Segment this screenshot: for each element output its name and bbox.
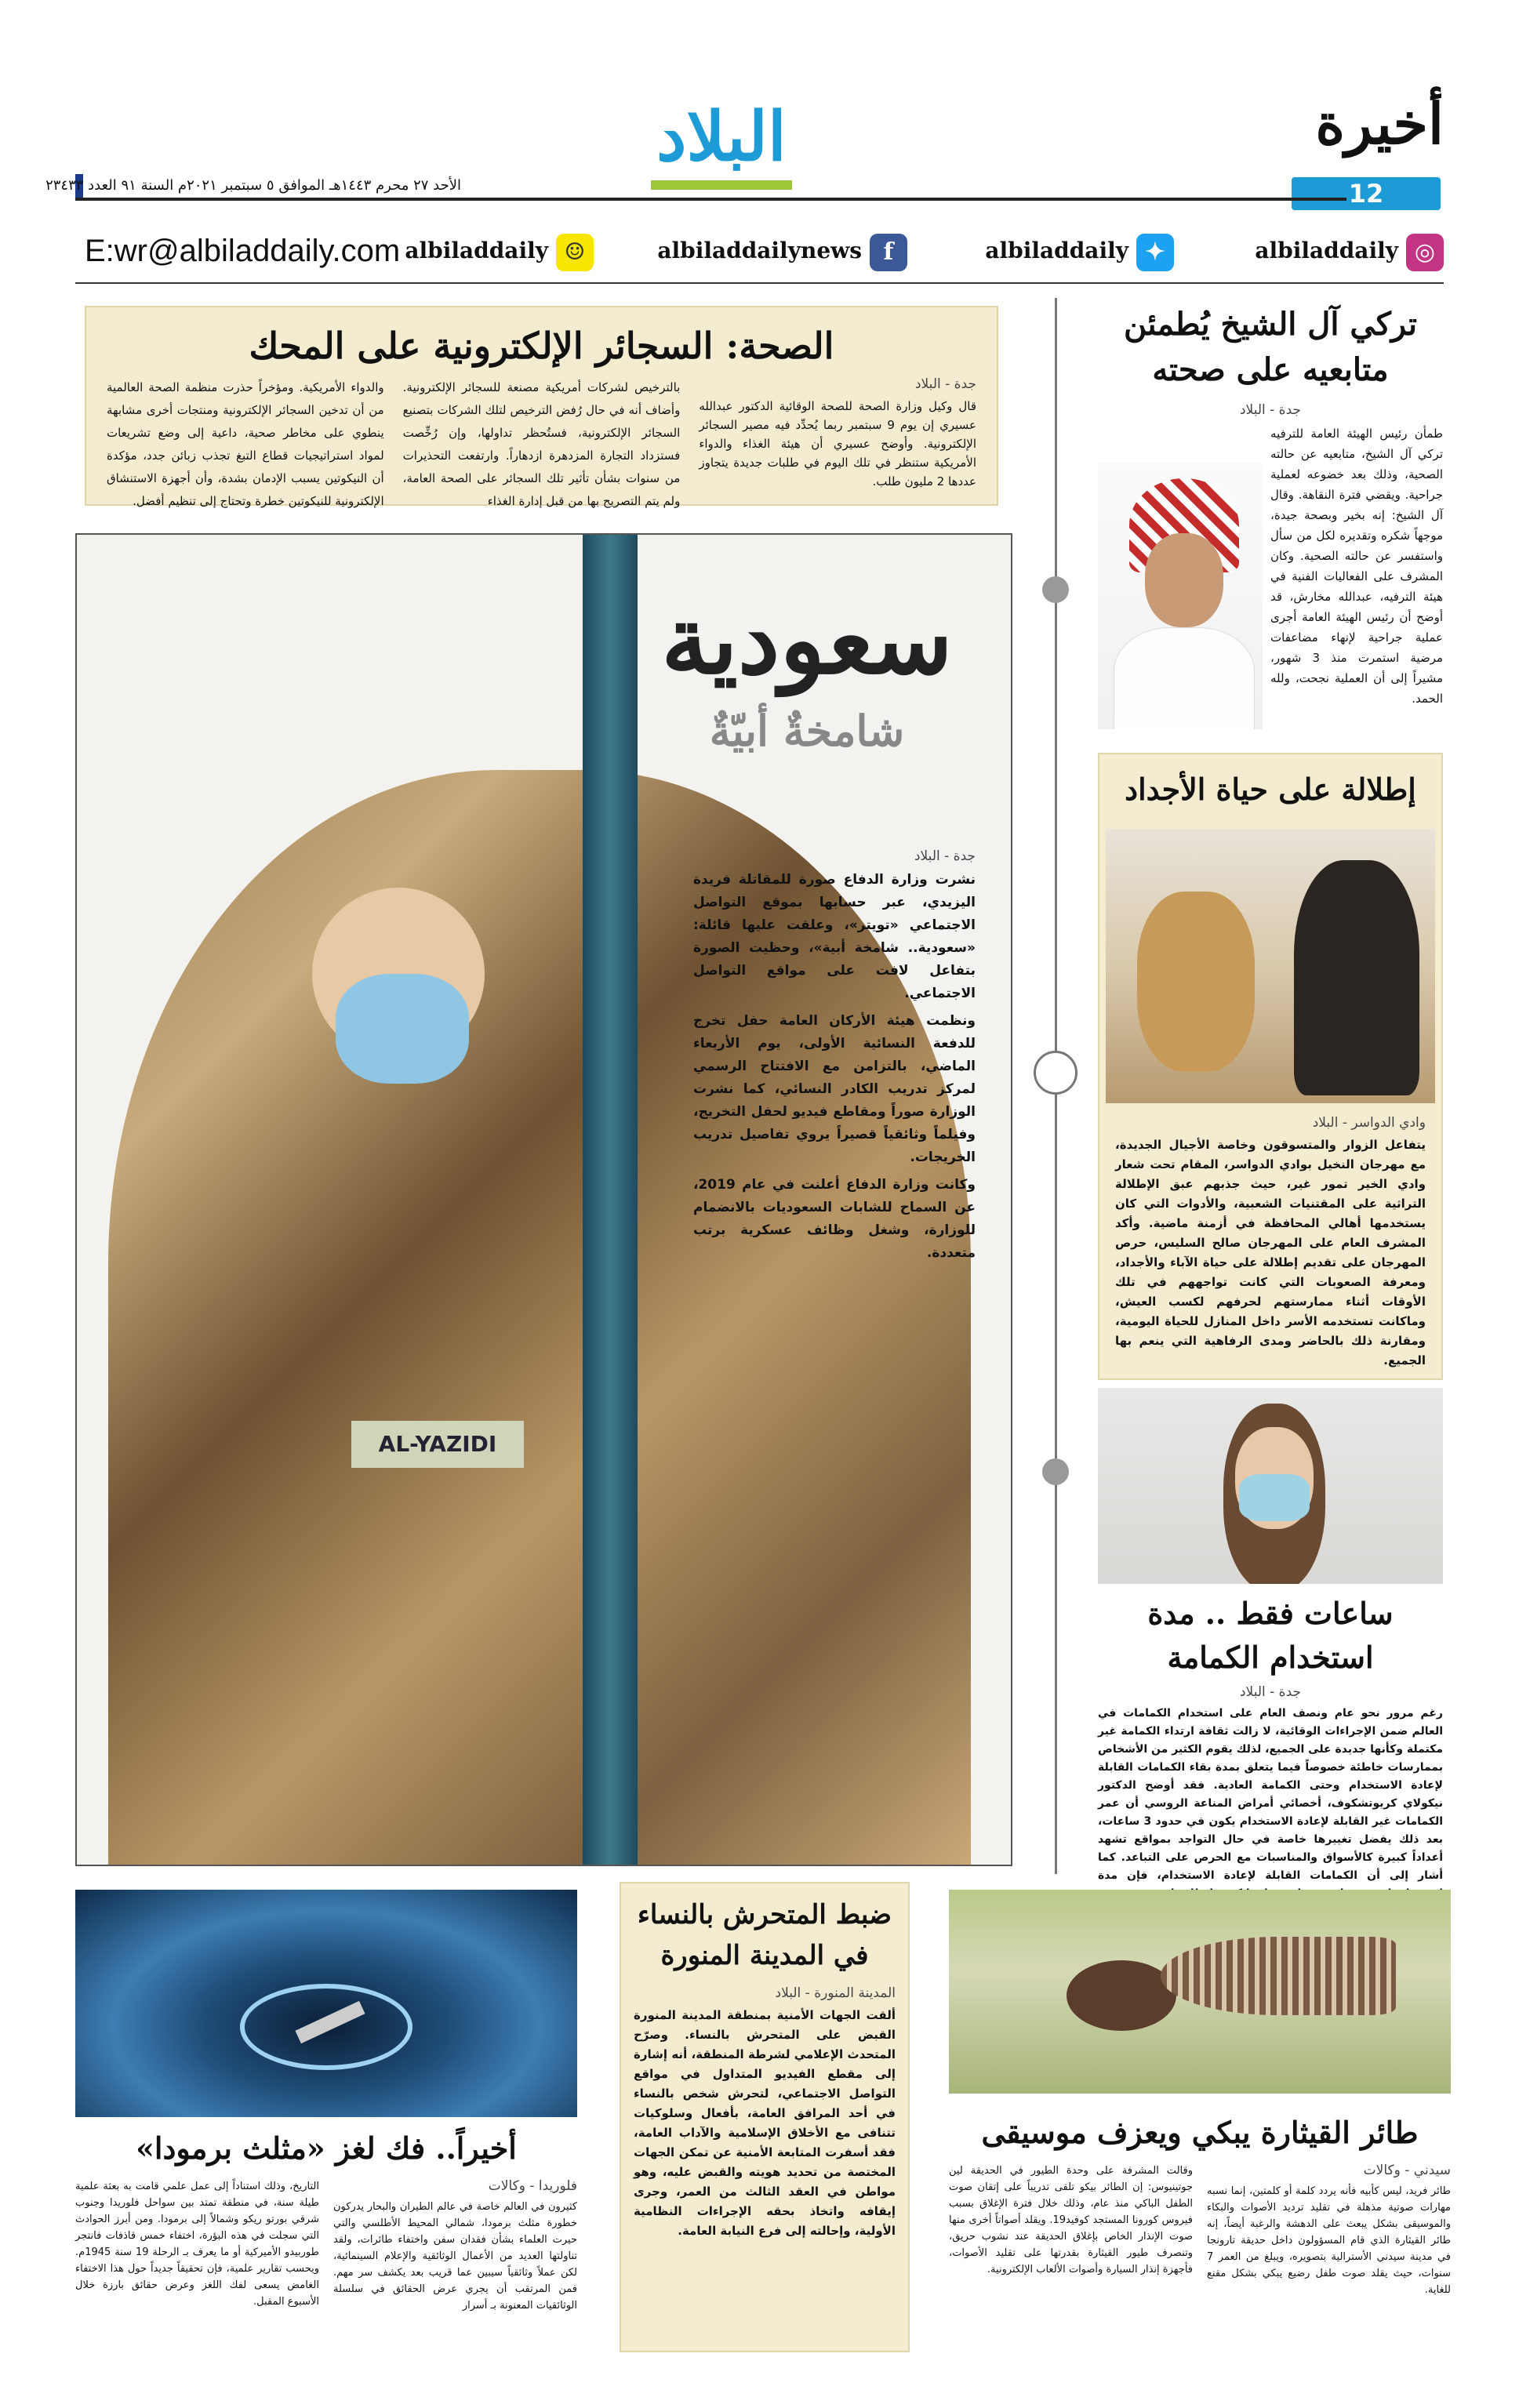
instagram-icon: ◎	[1406, 234, 1444, 271]
turki-face	[1145, 533, 1223, 627]
social-instagram[interactable]	[1255, 229, 1444, 273]
turki-headline: تركي آل الشيخ يُطمئن متابعيه على صحته	[1123, 306, 1417, 388]
bird-tail	[1161, 1937, 1396, 2015]
harasser-body: ألقت الجهات الأمنية بمنطقة المدينة المنورة القبض على المتحرش بالنساء. وصرّح المتحدث الإعلامي لشرطة المنطقة، أنه إشارة إلى مقطع الفيديو المتداول في مواقع التواصل الاجتماعي، لتحرش شخص بالنساء في أحد المرافق العامة، بأفعال وسلوكيات تتنافى مع الأخلاق الإسلامية والآداب العامة، فقد أسفرت المتابعة الأمنية عن تمكن الجهات المختصة من تحديد هويته والقبض عليه، وهو مواطن في العقد الثالث من العمر، وجرى إيقافه واتخاذ بحقه الإجراءات النظامية الأولية، وإحالته إلى فرع النيابة العامة.	[634, 2008, 896, 2238]
main-headline: سعودية	[661, 585, 953, 696]
harasser-story[interactable]	[620, 1882, 910, 2352]
snapchat-handle: albiladdaily	[405, 238, 548, 263]
twitter-handle: albiladdaily	[985, 238, 1128, 263]
bird-story[interactable]	[949, 2109, 1451, 2298]
bermuda-story[interactable]	[75, 2125, 577, 2314]
clay-pot	[1137, 892, 1255, 1072]
heritage-body: يتفاعل الزوار والمتسوقون وخاصة الأجيال الجديدة، مع مهرجان النخيل بوادي الدواسر، المقام تحت شعار وادي الخير تمور غير، حيث جذبهم عبق الإطلالة التراثية على المقتنيات الشعبية، والأدوات التي كان يستخدمها أهالي المحافظة في أزمنة ماضية. وأكد المشرف العام على المهرجان صالح السليس، حرص المهرجان على تقديم إطلالة على حياة الآباء والأجداد، ومعرفة الصعوبات التي كانت تواجههم في تلك الأوقات أثناء ممارستهم لحرفهم لكسب العيش، وماكانت تستخدمه الأسر داخل المنازل للحياة اليومية، ومقارنة ذلك بالحاضر ومدى الرفاهية التي ينعم بها الجميع.	[1115, 1138, 1426, 1367]
main-paragraph: وكانت وزارة الدفاع أعلنت في عام 2019، عن السماح للشابات السعوديات بالانضمام للوزارة، وشغل وظائف عسكرية برتب متعددة.	[693, 1177, 976, 1261]
bermuda-headline: أخيراً.. فك لغز «مثلث برمودا»	[136, 2130, 517, 2166]
harasser-byline: المدينة المنورة - البلاد	[775, 1985, 896, 2001]
social-facebook[interactable]	[657, 229, 907, 273]
bird-byline: سيدني - وكالات	[1363, 2163, 1451, 2178]
rifle	[583, 535, 638, 1866]
health-col-1: قال وكيل وزارة الصحة للصحة الوقائية الدكتور عبدالله عسيري إن يوم 9 سبتمبر ربما يُحدِّد فيه مصير السجائر الإلكترونية. وأوضح عسيري أن هيئة الغذاء والدواء الأمريكية ستنظر في تلك اليوم في طلبات جديدة يتجاوز عددها 2 مليون طلب.	[699, 399, 976, 489]
health-byline: جدة - البلاد	[914, 376, 976, 392]
social-twitter[interactable]	[985, 229, 1174, 273]
name-tag: AL-YAZIDI	[351, 1421, 524, 1468]
bird-col-1: طائر فريد، ليس كأبيه فأنه يردد كلمة أو كلمتين، إنما نسبه مهارات صوتية مذهلة في تقليد ترديد الأصوات والبكاء والموسيقى بشكل يبعث على الدهشة والرغبة أيضاً، إنه طائر القيثارة الذي قام المسؤولون داخل حديقة تارونجا في مدينة سيدني الأسترالية بتصويره، ويبلغ من العمر 7 سنوات، حيث يقلد صوت طفل رضيع يبكي بشكل مقنع للغاية.	[1207, 2185, 1451, 2296]
page-number: 12	[1292, 177, 1441, 210]
heritage-headline: إطلالة على حياة الأجداد	[1125, 772, 1416, 807]
mask-story[interactable]	[1098, 1592, 1443, 1903]
main-paragraph: ونظمت هيئة الأركان العامة حفل تخرج للدفعة النسائية الأولى، يوم الأربعاء الماضي، بالتزامن مع الافتتاح الرسمي لمركز تدريب الكادر النسائي، كما نشرت الوزارة صوراً ومقاطع فيديو لحفل التخريج، وفيلماً وثائقياً قصيراً يروي تفاصيل تدريب الخريجات.	[693, 1013, 976, 1165]
mask-headline: ساعات فقط .. مدة استخدام الكمامة	[1147, 1596, 1394, 1675]
header-rule	[75, 282, 1444, 284]
divider-ring	[1034, 1051, 1077, 1095]
health-col-2: بالترخيص لشركات أمريكية مصنعة للسجائر الإلكترونية. وأضاف أنه في حال رُفض الترخيص لتلك الشركات بتصنيع السجائر الإلكترونية، فستُحظر تداولها، وإن رُخِّصت فستزداد التجارة المزدهرة ازدهاراً. وارتفعت التحذيرات من سنوات بشأن تأثير تلك السجائر على الصحة العامة، ولم يتم التصريح بها من قبل إدارة الغذاء	[402, 380, 681, 508]
instagram-handle: albiladdaily	[1255, 238, 1398, 263]
health-headline: الصحة: السجائر الإلكترونية على المحك	[249, 325, 834, 367]
heritage-story[interactable]	[1098, 753, 1443, 1380]
divider-dot	[1042, 1458, 1069, 1485]
turki-story[interactable]	[1098, 302, 1443, 423]
header-divider	[75, 198, 1346, 201]
mask-body: رغم مرور نحو عام ونصف العام على استخدام الكمامات في العالم ضمن الإجراءات الوقائية، لا زالت ثقافة ارتداء الكمامة غير مكتملة وكأنها جديدة على الجميع، لذلك يقوم الكثير من الأشخاص بممارسات خاطئة خصوصاً فيما يتعلق بمدة بقاء الكمامات القابلة لإعادة الاستخدام وحتى الكمامة العادية. فقد أوضح الدكتور نيكولاي كريوتشكوف، أخصائي أمراض المناعة الروسي أن عمر الكمامات غير القابلة لإعادة الاستخدام يكون في حدود 3 ساعات، بعد ذلك يفضل تغييرها خاصة في حال التواجد بمواقع تشهد أعداداً كبيرة كالأسواق والمناسبات مع الحرص على التباعد. كما أشار إلى أن الكمامات القابلة لإعادة الاستخدام، فإن مدة	[1098, 1707, 1443, 1882]
facebook-icon: f	[870, 234, 907, 271]
snapchat-icon: ☺	[556, 234, 594, 271]
turki-photo[interactable]	[1098, 463, 1263, 729]
bermuda-photo[interactable]	[75, 1890, 577, 2117]
bermuda-col-1: كثيرون في العالم خاصة في عالم الطيران والبحار يدركون خطورة مثلث برمودا، شمالي المحيط الأطلسي والتي حيرت العلماء بشأن فقدان سفن واختفاء طائرات، ولقد تناولتها العديد من الأعمال الوثائقية والإعلام السينمائية، لكن عملاً وثائقياً سيبين عما قريب بعد يكشف سر مهم. فمن المرتقب أن يجري عرض الحقائق في سلسلة الوثائقيات المعنونة بـ أسرار	[333, 2201, 577, 2312]
heritage-byline: وادي الدواسر - البلاد	[1312, 1115, 1426, 1131]
section-title: أخيرة	[1315, 90, 1444, 157]
bird-col-2: وقالت المشرفة على وحدة الطيور في الحديقة لين جوتينيوس: إن الطائر بيكو تلقى تدريباً على إتقان صوت الطفل الباكي منذ عام، وذلك خلال فترة الإغلاق بسبب فيروس كورونا المستجد كوفيد19. ويقلد أصواتاً أخرى منها صوت الإنذار الخاص بإغلاق الحديقة عند نشوب حريق، وتنصرف طيور القيثارة بقدرتها على تقليد الأصوات، فأجهزة إنذار السيارة وأصوات الألعاب الإلكترونية.	[949, 2165, 1193, 2275]
bird-photo[interactable]	[949, 1890, 1451, 2094]
bird-body	[1067, 1960, 1176, 2031]
contact-email[interactable]: E:wr@albiladdaily.com	[85, 234, 401, 268]
main-story[interactable]	[75, 533, 1012, 1866]
harasser-headline: ضبط المتحرش بالنساء في المدينة المنورة	[637, 1899, 892, 1971]
face-mask	[336, 974, 469, 1084]
mask-photo[interactable]	[1098, 1388, 1443, 1584]
thobe	[1114, 627, 1255, 729]
divider-dot	[1042, 576, 1069, 603]
logo-text: البلاد	[656, 97, 787, 176]
main-byline: جدة - البلاد	[914, 848, 976, 864]
logo-underline	[651, 180, 792, 190]
turki-byline: جدة - البلاد	[1239, 402, 1302, 418]
bermuda-col-2: التاريخ، وذلك استناداً إلى عمل علمي قامت به بعثة علمية طيلة سنة، في منطقة تمتد بين سواحل فلوريدا وجنوب شرقي بورتو ريكو وشمالاً إلى برمودا. ومن أبرز الحوادث التي سجلت في هذه البؤرة، اختفاء خمس قاذفات فانتجر طوربيدو الأميركية أو ما يعرف بـ الرحلة 19 سنة 1945م. ويحسب تقارير علمية، فإن تحقيقاً جديداً حول هذا الاختفاء الغامض يسعى لفك اللغز وعرض حقائق بارزة خلال الأسبوع المقبل.	[75, 2181, 319, 2308]
facebook-handle: albiladdailynews	[657, 238, 862, 263]
mask-byline: جدة - البلاد	[1239, 1684, 1302, 1700]
main-subtitle: شامخةٌ أبيّةٌ	[709, 706, 905, 756]
issue-line: الأحد ٢٧ محرم ١٤٤٣هـ الموافق ٥ سبتمبر ٢٠٢١م السنة ٩١ العدد ٢٣٤٣٣	[75, 174, 467, 198]
twitter-icon: ✦	[1136, 234, 1174, 271]
turki-body: طمأن رئيس الهيئة العامة للترفيه تركي آل الشيخ، متابعيه عن حالته الصحية، وذلك بعد خضوعه لعملية جراحية. ويقضي فترة النقاهة. وقال آل الشيخ: إنه بخير وبصحة جيدة، موجهاً شكره وتقديره لكل من سأل واستفسر عن حالته الصحية. وكان المشرف على الفعاليات الفنية في هيئة الترفيه، عبدالله مخارش، قد أوضح أن رئيس الهيئة العامة أجرى عملية جراحية لإنهاء مضاعفات مرضية استمرت منذ 3 شهور، مشيراً إلى أن العملية نجحت، ولله الحمد.	[1270, 427, 1444, 706]
social-snapchat[interactable]	[405, 229, 594, 273]
bermuda-byline: فلوريدا - وكالات	[488, 2178, 577, 2194]
health-story[interactable]	[85, 306, 998, 506]
girl-figure	[1294, 860, 1419, 1095]
main-paragraph: نشرت وزارة الدفاع صورة للمقاتلة فريدة اليزيدي، عبر حسابها بموقع التواصل الاجتماعي «تويتر»، وعلقت عليها قائلة: «سعودية.. شامخة أبية»، وحظيت الصورة بتفاعل لافت على مواقع التواصل الاجتماعي.	[693, 872, 976, 1001]
health-col-3: والدواء الأمريكية. ومؤخراً حذرت منظمة الصحة العالمية من أن تدخين السجائر الإلكترونية ومنتجات أخرى مشابهة ينطوي على مخاطر صحية، داعية إلى وضع تشريعات لمواد استراتيجيات قطاع التبغ تجذب زبائن جدد، مؤكدة أن النيكوتين يسبب الإدمان بشدة، وأن أجهزة الاستنشاق الإلكترونية للنيكوتين خطرة وتحتاج إلى تنظيم أفضل.	[106, 380, 384, 508]
bird-headline: طائر القيثارة يبكي ويعزف موسيقى	[981, 2115, 1419, 2150]
heritage-photo[interactable]	[1106, 829, 1435, 1103]
newspaper-logo[interactable]	[643, 94, 800, 204]
face-mask	[1239, 1474, 1310, 1521]
